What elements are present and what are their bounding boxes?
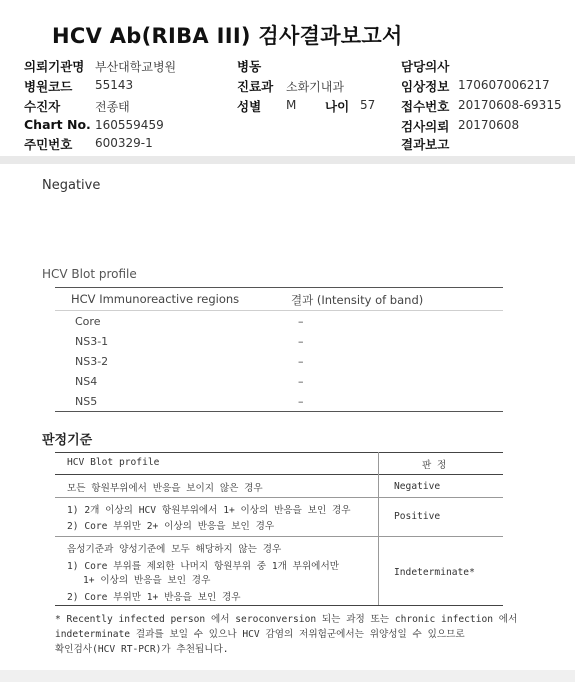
criteria-positive-line: 1) 2개 이상의 HCV 항원부위에서 1+ 이상의 반응을 보인 경우 — [67, 505, 351, 516]
footnote-line: 확인검사(HCV RT-PCR)가 추천됩니다. — [55, 644, 229, 655]
institution-label: 의뢰기관명 — [24, 59, 85, 74]
chart-no-label: Chart No. — [24, 117, 91, 132]
criteria-indeterminate-result: Indeterminate* — [394, 567, 475, 578]
footnote-line: * Recently infected person 에서 seroconversion 되는 과정 또는 chronic infection 에서 — [55, 614, 518, 625]
sex-value: M — [286, 98, 297, 112]
criteria-indeterminate-line: 음성기준과 양성기준에 모두 해당하지 않는 경우 — [67, 544, 282, 555]
blot-result-cell: – — [298, 335, 304, 348]
department-value: 소화기내과 — [286, 80, 344, 94]
blot-col-regions: HCV Immunoreactive regions — [71, 292, 240, 306]
resident-no-value: 600329-1 — [95, 136, 153, 150]
age-value: 57 — [360, 98, 376, 112]
age-label: 나이 — [325, 99, 350, 114]
criteria-title: 판정기준 — [42, 433, 93, 448]
blot-region-cell: NS3-1 — [75, 335, 109, 348]
blot-region-cell: NS5 — [75, 395, 98, 408]
reception-no-label: 접수번호 — [401, 99, 450, 114]
clinical-info-label: 임상정보 — [401, 79, 450, 94]
page-footer-bar — [0, 670, 575, 682]
blot-header-line — [55, 310, 503, 311]
patient-label: 수진자 — [24, 99, 61, 114]
criteria-negative-desc: 모든 항원부위에서 반응을 보이지 않은 경우 — [67, 483, 263, 494]
criteria-positive-line: 2) Core 부위만 2+ 이상의 반응을 보인 경우 — [67, 521, 275, 532]
blot-col-result: 결과 (Intensity of band) — [291, 293, 424, 307]
blot-table-top-line — [55, 287, 503, 288]
criteria-header-line — [55, 474, 503, 475]
test-request-label: 검사의뢰 — [401, 119, 450, 134]
test-request-value: 20170608 — [458, 118, 520, 132]
result-report-label: 결과보고 — [401, 137, 450, 152]
criteria-negative-result: Negative — [394, 481, 441, 492]
blot-result-cell: – — [298, 375, 304, 388]
institution-value: 부산대학교병원 — [95, 60, 177, 74]
blot-subtitle: HCV Blot profile — [42, 267, 137, 281]
criteria-table — [55, 452, 503, 605]
footnote — [55, 612, 517, 657]
ward-label: 병동 — [237, 59, 262, 74]
blot-result-cell: – — [298, 315, 304, 328]
blot-table-bottom-line — [55, 411, 503, 412]
clinical-info-value: 170607006217 — [458, 78, 550, 92]
header-divider — [0, 156, 575, 164]
hospital-code-value: 55143 — [95, 78, 134, 92]
criteria-row-line — [55, 536, 503, 537]
report-title: HCV Ab(RIBA III) 검사결과보고서 — [52, 24, 403, 48]
criteria-column-divider — [378, 452, 379, 605]
hospital-code-label: 병원코드 — [24, 79, 73, 94]
criteria-top-line — [55, 452, 503, 453]
criteria-indeterminate-line: 2) Core 부위만 1+ 반응을 보인 경우 — [67, 592, 241, 603]
criteria-col-profile: HCV Blot profile — [67, 457, 160, 468]
criteria-col-judgement: 판 정 — [422, 460, 447, 471]
result-text: Negative — [42, 178, 101, 193]
criteria-positive-result: Positive — [394, 511, 441, 522]
blot-result-cell: – — [298, 355, 304, 368]
reception-no-value: 20170608-69315 — [458, 98, 562, 112]
blot-region-cell: NS3-2 — [75, 355, 109, 368]
department-label: 진료과 — [237, 79, 274, 94]
criteria-indeterminate-line: 1) Core 부위를 제외한 나머지 항원부위 중 1개 부위에서만 — [67, 561, 339, 572]
resident-no-label: 주민번호 — [24, 137, 73, 152]
blot-region-cell: Core — [75, 315, 101, 328]
footnote-line: indeterminate 결과를 보일 수 있으나 HCV 감염의 저위험군에서는 위양성일 수 있으므로 — [55, 629, 465, 640]
sex-label: 성별 — [237, 99, 262, 114]
criteria-indeterminate-line: 1+ 이상의 반응을 보인 경우 — [83, 575, 211, 586]
chart-no-value: 160559459 — [95, 118, 164, 132]
doctor-label: 담당의사 — [401, 59, 450, 74]
criteria-row-line — [55, 497, 503, 498]
blot-result-cell: – — [298, 395, 304, 408]
blot-region-cell: NS4 — [75, 375, 98, 388]
patient-value: 전종태 — [95, 100, 130, 114]
criteria-bottom-line — [55, 605, 503, 606]
